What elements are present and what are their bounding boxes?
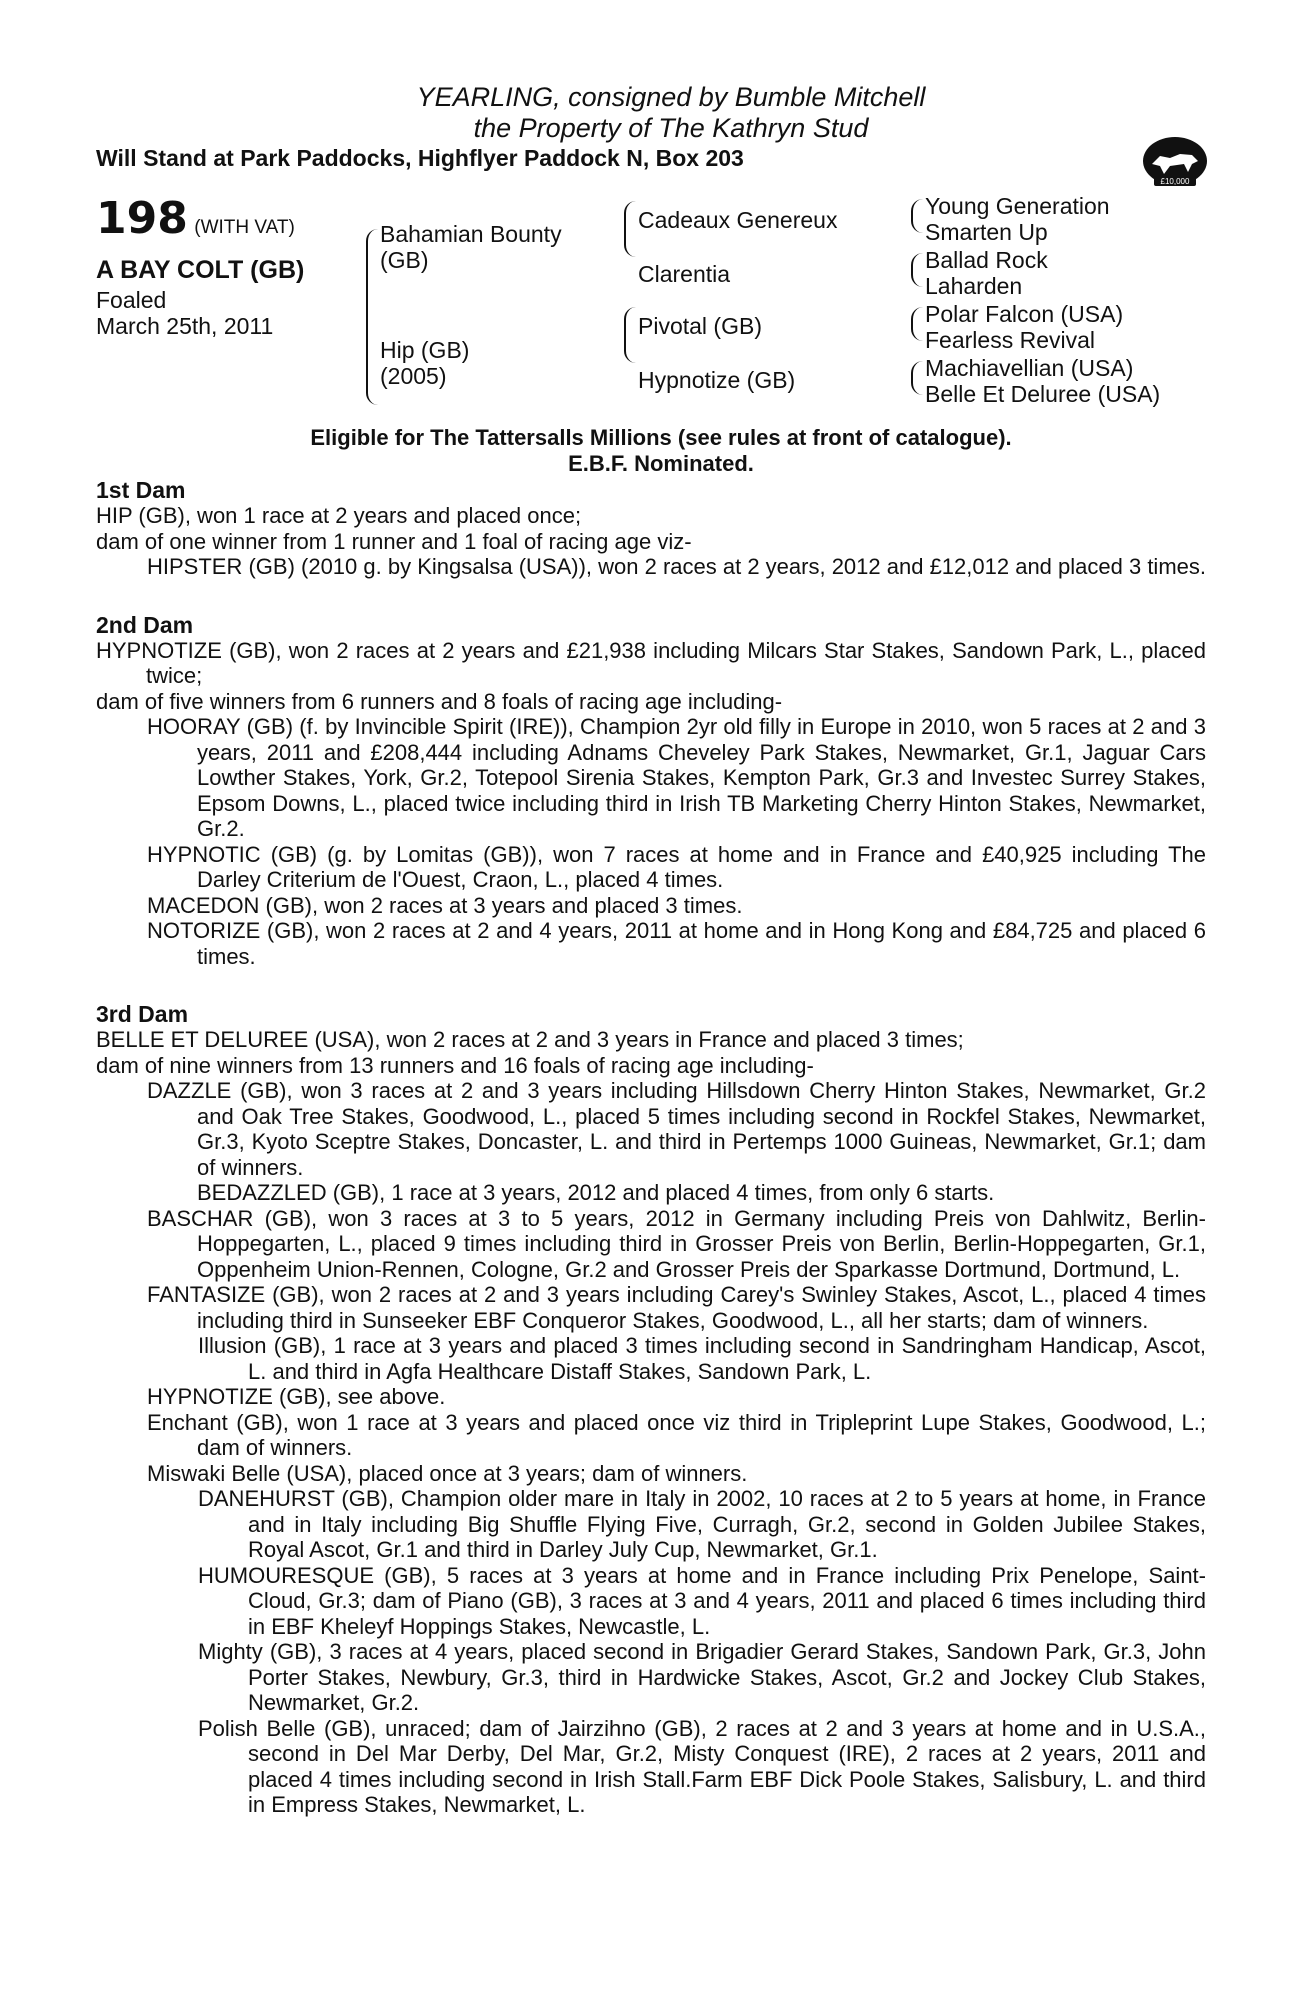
produce-entry: BASCHAR (GB), won 3 races at 3 to 5 years, 2012 in Germany including Preis von Dahlwitz, Berlin-Hoppegarten, L., placed 9 times including third in Grosser Preis von Berlin, Berlin-Hoppegarten, Gr.1, Oppenheim Union-Rennen, Cologne, Gr.2 and Grosser Preis der Sparkasse Dortmund, Dortmund, L. [147,1205,1206,1282]
ped-ssd: Smarten Up [925,219,1048,245]
produce-entry: DAZZLE (GB), won 3 races at 2 and 3 years including Hillsdown Cherry Hinton Stakes, Newmarket, Gr.2 and Oak Tree Stakes, Goodwood, L., placed 5 times including second in Rockfel Stakes, Newmarket, Gr.3, Kyoto Sceptre Stakes, Doncaster, L. and third in Pertemps 1000 Guineas, Newmarket, Gr.1; dam of winners. [147,1078,1206,1180]
ped-dss: Polar Falcon (USA) [925,301,1124,327]
pedigree-brace [911,253,923,287]
spacer [96,969,1206,991]
ped-sss: Young Generation [925,193,1110,219]
foaled-label: Foaled [96,287,167,313]
pedigree-brace [366,229,378,405]
logo-amount: £10,000 [1160,177,1190,186]
pedigree-brace [911,361,923,395]
eligibility-line: Eligible for The Tattersalls Millions (see rules at front of catalogue). [310,425,1012,450]
yearling-bonus-logo [1140,128,1210,198]
produce-entry: Mighty (GB), 3 races at 4 years, placed second in Brigadier Gerard Stakes, Sandown Park, Gr.3, John Porter Stakes, Newbury, Gr.3, third in Hardwicke Stakes, Ascot, Gr.2 and Jockey Club Stakes, Newmarket, Gr.2. [198,1639,1206,1715]
produce-entry: Illusion (GB), 1 race at 3 years and placed 3 times including second in Sandringham Handicap, Ascot, L. and third in Agfa Healthcare Distaff Stakes, Sandown Park, L. [198,1333,1206,1384]
produce-entry: Enchant (GB), won 1 race at 3 years and placed once viz third in Tripleprint Lupe Stakes, Goodwood, L.; dam of winners. [147,1409,1206,1460]
lot-number-line [96,195,295,243]
foaled-date: March 25th, 2011 [96,313,274,339]
sire-suffix: (GB) [380,247,429,273]
lot-number: 198 [96,193,188,244]
pedigree-brace [911,199,923,233]
dam-line: dam of nine winners from 13 runners and 16 foals of racing age including- [96,1052,814,1078]
pedigree-brace [911,307,923,341]
produce-entry: HYPNOTIZE (GB), see above. [147,1384,446,1409]
dam-line: BELLE ET DELUREE (USA), won 2 races at 2 and 3 years in France and placed 3 times; [96,1027,964,1052]
third-dam-heading: 3rd Dam [96,1001,189,1027]
stand-location: Will Stand at Park Paddocks, Highflyer Paddock N, Box 203 [96,145,744,171]
sire: Bahamian Bounty [380,221,562,247]
dam-line: HYPNOTIZE (GB), won 2 races at 2 years and £21,938 including Milcars Star Stakes, Sandown Park, L., placed twice; [96,637,1206,688]
second-dam-heading: 2nd Dam [96,611,194,638]
dam-dam: Hypnotize (GB) [638,367,796,393]
produce-entry: HOORAY (GB) (f. by Invincible Spirit (IRE)), Champion 2yr old filly in Europe in 2010, won 5 races at 2 and 3 years, 2011 and £208,444 including Adnams Cheveley Park Stakes, Newmarket, Gr.1, Jaguar Cars Lowther Stakes, York, Gr.2, Totepool Sirenia Stakes, Kempton Park, Gr.3 and Investec Surrey Stakes, Epsom Downs, L., placed twice including third in Irish TB Marketing Cherry Hinton Stakes, Newmarket, Gr.2. [147,714,1206,841]
produce-entry: DANEHURST (GB), Champion older mare in Italy in 2002, 10 races at 2 to 5 years at home, in France and in Italy including Big Shuffle Flying Five, Curragh, Gr.2, second in Golden Jubilee Stakes, Royal Ascot, Gr.1 and third in Darley July Cup, Newmarket, Gr.1. [198,1486,1206,1562]
foaled-info [96,287,326,339]
ped-sdd: Laharden [925,273,1023,299]
produce-entry: MACEDON (GB), won 2 races at 3 years and placed 3 times. [147,892,743,918]
produce-entry: NOTORIZE (GB), won 2 races at 2 and 4 years, 2011 at home and in Hong Kong and £84,725 and placed 6 times. [147,918,1206,969]
property-line: the Property of The Kathryn Stud [473,113,869,143]
produce-entry: HUMOURESQUE (GB), 5 races at 3 years at home and in France including Prix Penelope, Saint-Cloud, Gr.3; dam of Piano (GB), 3 races at 3 and 4 years, 2011 and placed 6 times including third in EBF Kheleyf Hoppings Stakes, Newcastle, L. [198,1562,1206,1639]
sire-dam: Clarentia [638,261,731,287]
catalogue-page [96,82,1206,1818]
ebf-line: E.B.F. Nominated. [568,451,754,476]
produce-entry: HIPSTER (GB) (2010 g. by Kingsalsa (USA)), won 2 races at 2 years, 2012 and £12,012 and placed 3 times. [147,554,1206,579]
dam-line: dam of five winners from 6 runners and 8 foals of racing age including- [96,688,783,714]
vat-note: (WITH VAT) [194,217,295,238]
produce-entry: BEDAZZLED (GB), 1 race at 3 years, 2012 and placed 4 times, from only 6 starts. [197,1180,995,1205]
produce-entry: Polish Belle (GB), unraced; dam of Jairzihno (GB), 2 races at 2 and 3 years at home and in U.S.A., second in Del Mar Derby, Del Mar, Gr.2, Misty Conquest (IRE), 2 races at 2 years, 2011 and placed 4 times including second in Irish Stall.Farm EBF Dick Poole Stakes, Salisbury, L. and third in Empress Stakes, Newmarket, L. [198,1715,1206,1817]
ped-sds: Ballad Rock [925,247,1048,273]
consignor-line: YEARLING, consigned by Bumble Mitchell [416,82,926,112]
sire-sire: Cadeaux Genereux [638,207,838,233]
dam: Hip (GB) [380,337,470,363]
ped-ddd: Belle Et Deluree (USA) [925,381,1161,407]
dam-line: dam of one winner from 1 runner and 1 foal of racing age viz- [96,528,692,554]
produce-entry: HYPNOTIC (GB) (g. by Lomitas (GB)), won 7 races at home and in France and £40,925 including The Darley Criterium de l'Ouest, Craon, L., placed 4 times. [147,841,1206,892]
produce-entry: FANTASIZE (GB), won 2 races at 2 and 3 years including Carey's Swinley Stakes, Ascot, L., placed 4 times including third in Sunseeker EBF Conqueror Stakes, Goodwood, L., all her starts; dam of winners. [147,1282,1206,1333]
ped-dsd: Fearless Revival [925,327,1095,353]
dam-line: HIP (GB), won 1 race at 2 years and placed once; [96,503,582,528]
spacer [96,580,1206,602]
produce-entry: Miswaki Belle (USA), placed once at 3 years; dam of winners. [147,1460,748,1486]
pedigree-brace [624,201,636,257]
ped-dds: Machiavellian (USA) [925,355,1134,381]
dam-year: (2005) [380,363,447,389]
pedigree-brace [624,307,636,363]
dam-sire: Pivotal (GB) [638,313,762,339]
pedigree-block [96,195,1206,425]
first-dam-heading: 1st Dam [96,477,186,503]
lot-name: A BAY COLT (GB) [96,256,305,284]
